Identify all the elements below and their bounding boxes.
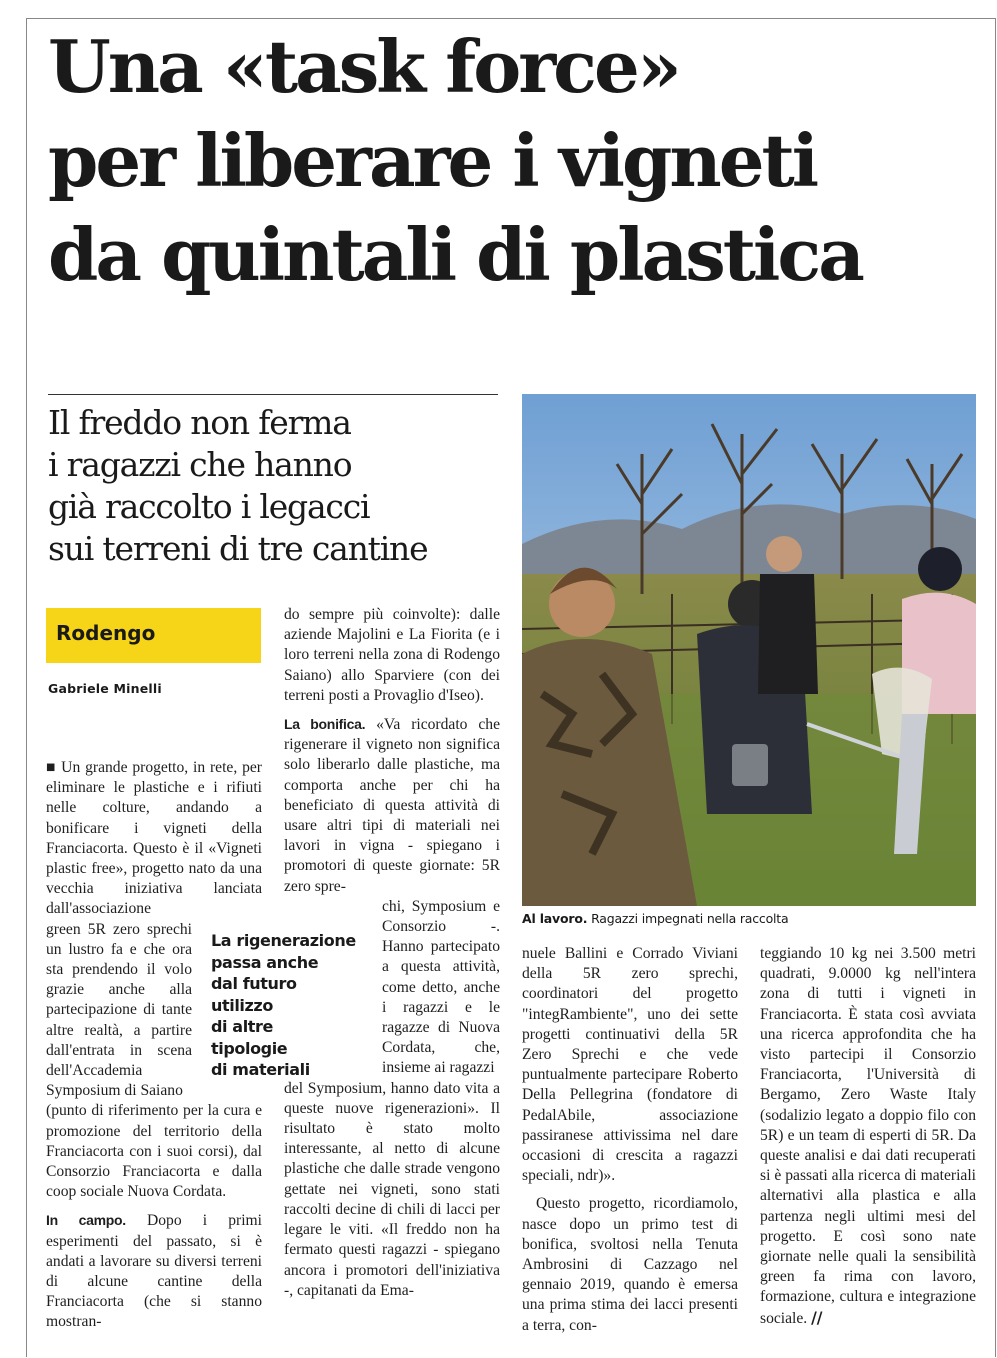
article-paragraph-wrapped: green 5R zero sprechi un lustro fa e che ora sta prendendo il volo grazie anche alla partecipazione di tante altre realtà, a partire dall'entrata in scena dell'Accademia Symposium di Saiano bbox=[46, 920, 192, 1100]
vineyard-photo-illustration bbox=[522, 394, 976, 906]
headline bbox=[48, 20, 978, 302]
pull-quote-line: utilizzo bbox=[211, 995, 273, 1015]
headline-line: per liberare i vigneti bbox=[48, 118, 817, 203]
photo-caption bbox=[522, 911, 976, 926]
pull-quote-line: tipologie bbox=[211, 1038, 288, 1058]
subhead-line: sui terreni di tre cantine bbox=[48, 529, 428, 568]
pull-quote-line: dal futuro bbox=[211, 974, 297, 993]
article-paragraph bbox=[284, 714, 500, 897]
caption-label: Al lavoro. bbox=[522, 911, 588, 926]
paragraph-text: «Va ricordato che rigenerare il vigneto non significa solo liberarlo dalle plastiche, ma comporta anche per chi ha beneficiato di questa attività di usare altri tipi di materiali nei lavori in vigna - spiegano i promotori di queste giornate: 5R zero spre- bbox=[284, 716, 500, 895]
pull-quote-line: La rigenerazione bbox=[211, 931, 356, 950]
subhead-rule bbox=[48, 394, 498, 395]
article-paragraph bbox=[46, 1210, 262, 1332]
article-paragraph: ■ Un grande progetto, in rete, per eliminare le plastiche e i rifiuti nelle colture, andando a bonificare i vigneti della Franciacorta. Questo è il «Vigneti plastic free», progetto nato da una vecchia iniziativa lanciata dall'associazione bbox=[46, 759, 262, 918]
subhead-line: Il freddo non ferma bbox=[48, 403, 351, 442]
paragraph-lead: La bonifica. bbox=[284, 716, 366, 733]
pull-quote-line: di materiali bbox=[211, 1060, 310, 1079]
subhead-line: i ragazzi che hanno bbox=[48, 445, 352, 484]
byline: Gabriele Minelli bbox=[48, 681, 162, 696]
headline-line: Una «task force» bbox=[48, 24, 679, 109]
article-paragraph: do sempre più coinvolte): dalle aziende Majolini e La Fiorita (e i loro terreni nella zona di Rodengo Saiano) allo Sparviere (con dei terreni posti a Provaglio d'Iseo). bbox=[284, 606, 500, 704]
subhead-line: già raccolto i legacci bbox=[48, 487, 370, 526]
paragraph-lead: In campo. bbox=[46, 1212, 126, 1229]
subheadline bbox=[48, 402, 508, 570]
paragraph-text: Dopo i primi esperimenti del passato, si è andati a lavorare su diversi terreni di alcune cantine della Franciacorta (che si stanno mostran- bbox=[46, 1212, 262, 1331]
article-paragraph: (punto di riferimento per la cura e promozione del territorio della Franciacorta con i suoi corsi), dal Consorzio Franciacorta e dalla coop sociale Nuova Cordata. bbox=[46, 1102, 262, 1201]
pull-quote-line: di altre bbox=[211, 1017, 273, 1036]
article-paragraph bbox=[760, 944, 976, 1329]
article-paragraph: del Symposium, hanno dato vita a queste nuove rigenerazioni». Il risultato è stato molto interessante, al netto di alcune plastiche che dalle strade vengono gettate nei vigneti, sono stati raccolti decine di chili di lacci per legare le viti. «Il freddo non ha fermato questi ragazzi - spiegano ancora i promotori dell'iniziativa -, capitanati da Ema- bbox=[284, 1079, 500, 1299]
caption-text: Ragazzi impegnati nella raccolta bbox=[591, 911, 789, 926]
article-photo bbox=[522, 394, 976, 906]
section-tag: Rodengo bbox=[46, 608, 261, 663]
end-mark: // bbox=[811, 1308, 823, 1327]
paragraph-text: teggiando 10 kg nei 3.500 metri quadrati, 9.0000 kg nell'intera zona di tutti i vigneti in Franciacorta. È stata così avviata una ricerca approfondita che ha visto partecipi il Consorzio Franciacorta, l'Università di Bergamo, Zero Waste Italy (sodalizio legato a doppio filo con 5R) e un team di esperti di 5R. Da queste analisi e dai dati recuperati si è passati alla ricerca di materiali alternativi alla plastica e alla partenza negli ultimi mesi del progetto. E così sono nate giornate nelle quali la sensibilità green fa rima con lavoro, formazione, cultura e integrazione sociale. bbox=[760, 945, 976, 1327]
article-paragraph: nuele Ballini e Corrado Viviani della 5R zero sprechi, coordinatori del progetto "integRambiente", uno dei sette progetti continuativi della 5R Zero Sprechi e che vede puntualmente partecipare Roberto Della Pellegrina (fondatore di PedalAbile, associazione passiranese attivissima nel dare occasioni di crescita a ragazzi speciali, ndr)». bbox=[522, 945, 738, 1185]
pull-quote-line: passa anche bbox=[211, 952, 319, 972]
article-column-3 bbox=[522, 944, 738, 1336]
article-paragraph: Questo progetto, ricordiamolo, nasce dopo un primo test di bonifica, svoltosi nella Tenuta Ambrosini di Cazzago nel gennaio 2019, quando è emersa una prima stima dei lacci presenti a terra, con- bbox=[522, 1195, 738, 1334]
article-column-4 bbox=[760, 944, 976, 1329]
article-column-2 bbox=[284, 605, 500, 1301]
article-paragraph-wrapped: chi, Symposium e Consorzio -. Hanno partecipato a questa attività, come detto, anche i ragazzi e le ragazze di Nuova Cordata, che, insieme ai ragazzi bbox=[382, 897, 500, 1077]
headline-line: da quintali di plastica bbox=[48, 212, 862, 297]
